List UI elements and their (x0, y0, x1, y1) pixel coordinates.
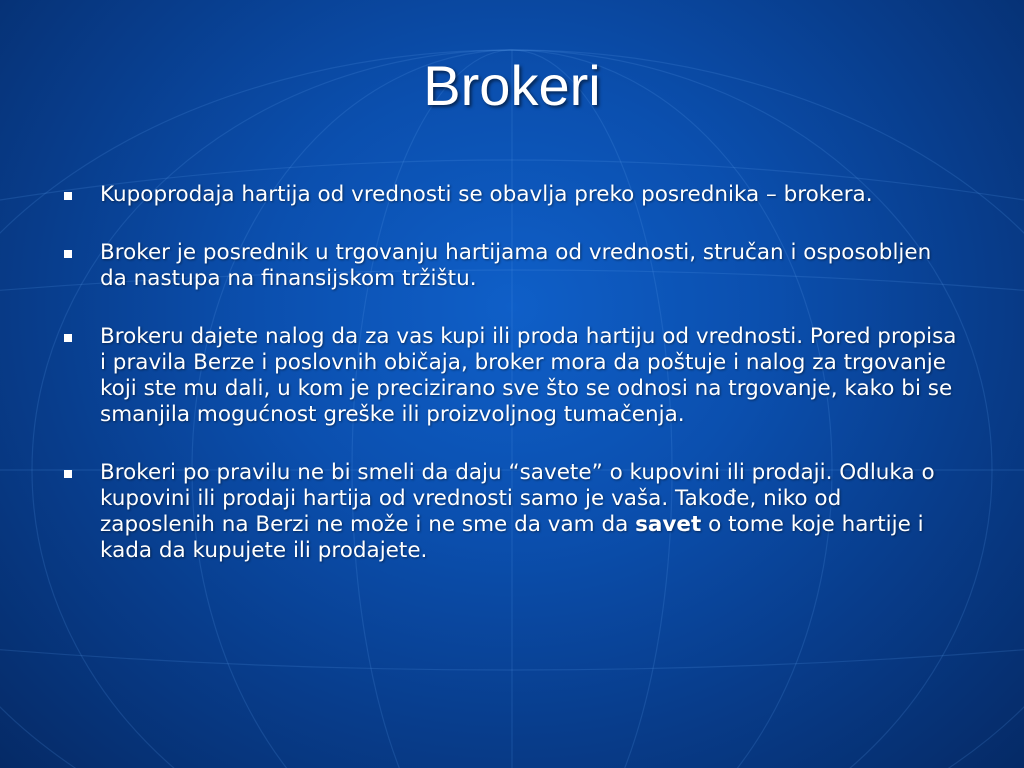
bullet-text-before: Brokeri po pravilu ne bi smeli da daju “savete” o kupovini ili prodaji. Odluka o kupovini ili prodaji hartija od vrednosti samo je vaša. Takođe, niko od zaposlenih na Berzi ne može i ne sme da vam da (100, 460, 935, 537)
square-bullet-icon (64, 470, 72, 478)
bullet-text: Broker je posrednik u trgovanju hartijama od vrednosti, stručan i osposobljen da nastupa na finansijskom tržištu. (100, 240, 932, 291)
slide-title: Brokeri (423, 54, 601, 117)
bullet-text: Brokeru dajete nalog da za vas kupi ili proda hartiju od vrednosti. Pored propisa i pravila Berze i poslovnih običaja, broker mora da poštuje i nalog za trgovanje koji ste mu dali, u kom je precizirano sve što se odnosi na trgovanje, kako bi se smanjila mogućnost greške ili proizvoljnog tumačenja. (100, 324, 957, 427)
bullet-text-after: o tome koje hartije i kada da kupujete ili prodajete. (100, 512, 924, 563)
bullet-text-bold: savet (635, 512, 702, 537)
square-bullet-icon (64, 192, 72, 200)
bullet-text: Kupoprodaja hartija od vrednosti se obavlja preko posrednika – brokera. (100, 182, 873, 207)
bullet-item (62, 324, 962, 428)
square-bullet-icon (64, 334, 72, 342)
bullet-item (62, 460, 962, 564)
bullet-list (62, 182, 962, 564)
square-bullet-icon (64, 250, 72, 258)
bullet-item (62, 240, 962, 292)
bullet-item (62, 182, 962, 208)
